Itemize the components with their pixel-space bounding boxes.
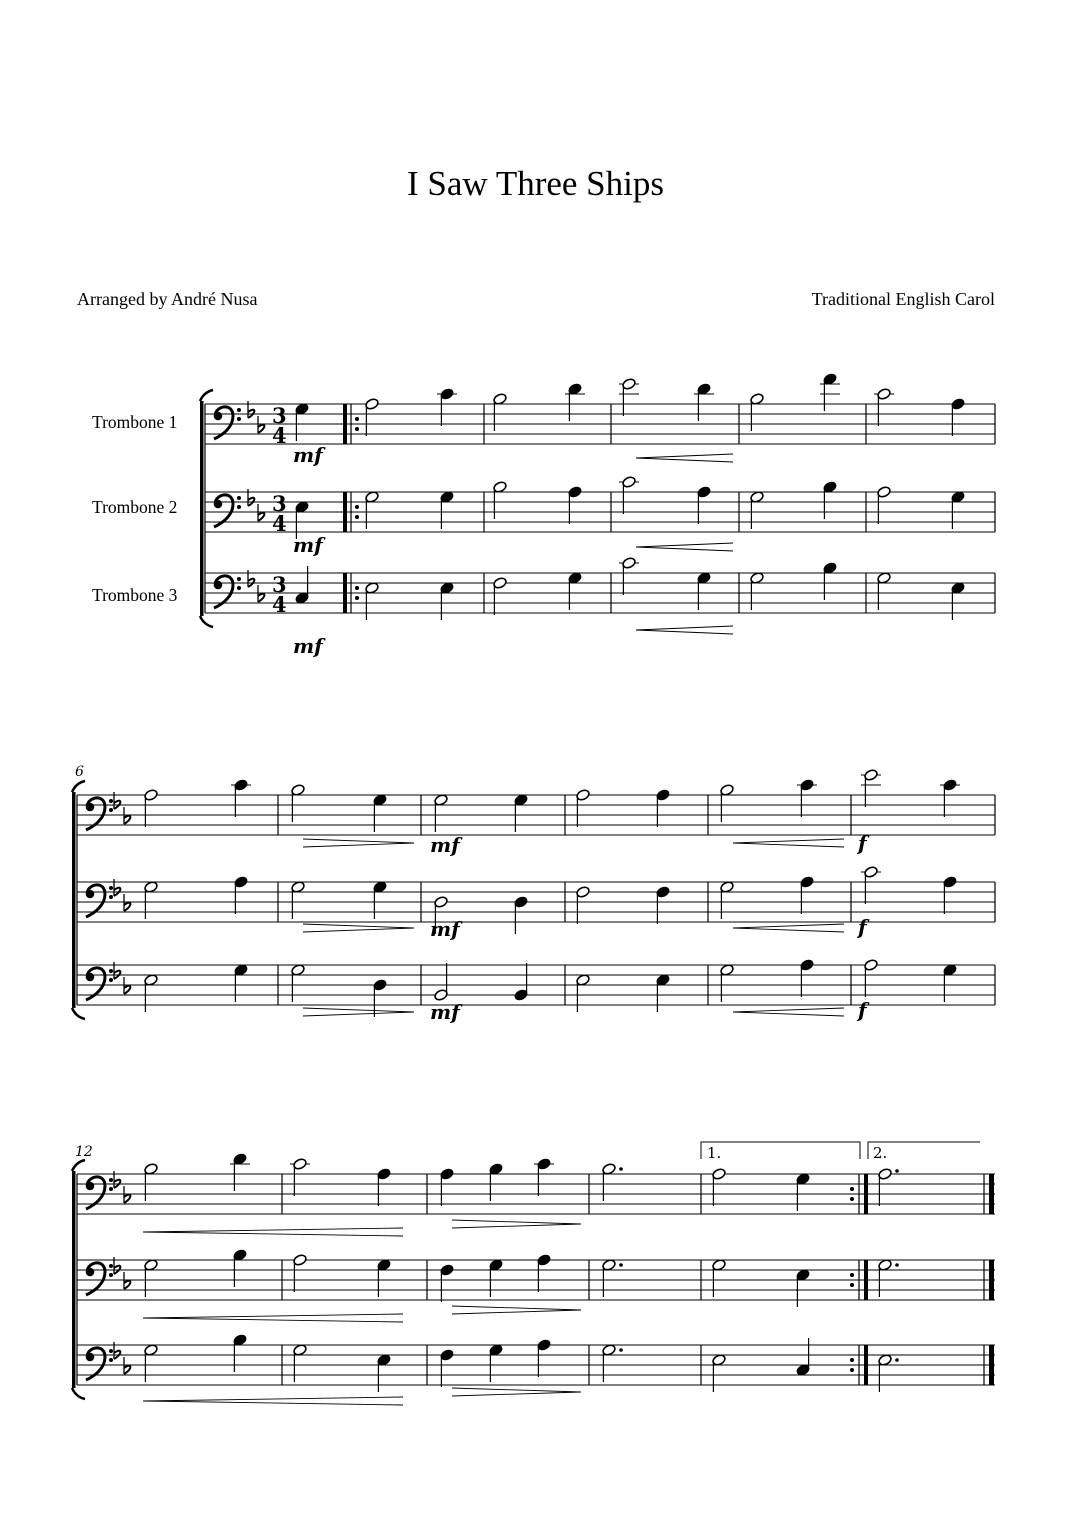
note [434, 793, 449, 832]
note [493, 480, 508, 519]
decrescendo-hairpin [303, 1012, 414, 1016]
note [377, 1353, 392, 1392]
decrescendo-hairpin [303, 839, 414, 843]
bracket-hook [200, 390, 213, 401]
note [293, 1343, 308, 1382]
decrescendo-hairpin [303, 924, 414, 928]
bass-clef-dot [109, 978, 113, 982]
repeat-dot [355, 515, 359, 519]
measure-number: 6 [75, 764, 84, 780]
note [144, 1343, 159, 1382]
crescendo-hairpin [143, 1401, 403, 1405]
bass-clef-head [214, 581, 223, 590]
system-bracket [72, 1171, 76, 1388]
system-bracket [200, 401, 204, 616]
bass-clef-dot [109, 1178, 113, 1182]
crescendo-hairpin [636, 454, 733, 458]
repeat-dot [850, 1368, 854, 1372]
note [534, 1157, 554, 1196]
thick-barline [343, 573, 347, 613]
decrescendo-hairpin [452, 1306, 581, 1310]
note [295, 566, 310, 605]
bass-clef-dot [109, 1358, 113, 1362]
crescendo-hairpin [636, 630, 733, 634]
flat-bowl [258, 425, 264, 433]
dynamic-mf: mf [293, 634, 323, 658]
dot [619, 1348, 623, 1352]
note [568, 485, 583, 524]
time-signature-bottom: 4 [272, 423, 287, 448]
flat-bowl [124, 1195, 130, 1203]
flat-bowl [258, 594, 264, 602]
decrescendo-hairpin [303, 843, 414, 847]
note [878, 1167, 899, 1206]
note [365, 581, 380, 620]
note [489, 1162, 504, 1201]
note [373, 793, 388, 832]
note [373, 880, 388, 919]
note [861, 768, 881, 807]
crescendo-hairpin [733, 843, 844, 847]
note [796, 1172, 811, 1211]
volta-bracket-1 [701, 1142, 860, 1159]
dynamic-f: f [858, 998, 867, 1022]
final-barline [989, 1174, 994, 1214]
note [943, 875, 958, 914]
dot [895, 1358, 899, 1362]
note [697, 485, 712, 524]
note [619, 475, 639, 514]
note [619, 556, 639, 595]
note [951, 397, 966, 436]
repeat-dot [850, 1358, 854, 1362]
note [576, 885, 591, 924]
note [576, 973, 591, 1012]
note [291, 880, 306, 919]
bass-clef-dot [109, 969, 113, 973]
system-bracket [72, 792, 76, 1008]
dynamic-f: f [858, 831, 867, 855]
final-barline [989, 1260, 994, 1300]
note [800, 958, 815, 997]
decrescendo-hairpin [452, 1224, 581, 1228]
dynamic-mf: mf [430, 917, 460, 941]
bass-clef-dot [109, 1349, 113, 1353]
bass-clef-dot [109, 886, 113, 890]
crescendo-hairpin [143, 1314, 403, 1318]
instrument-label-trombone-3: Trombone 3 [92, 585, 178, 605]
bass-clef-dot [237, 496, 241, 500]
note [823, 480, 838, 519]
note [712, 1258, 727, 1297]
note [565, 382, 585, 421]
note [878, 1258, 899, 1297]
note [290, 1157, 310, 1196]
crescendo-hairpin [636, 547, 733, 551]
bass-clef-head [86, 890, 95, 899]
note [720, 783, 735, 822]
note [144, 1258, 159, 1297]
note [877, 485, 892, 524]
ending-label-1: 1. [707, 1144, 722, 1162]
note [537, 1338, 552, 1377]
bass-clef-dot [109, 1264, 113, 1268]
thick-barline [864, 1174, 868, 1214]
decrescendo-hairpin [303, 928, 414, 932]
note [144, 788, 159, 827]
decrescendo-hairpin [303, 1008, 414, 1012]
crescendo-hairpin [143, 1318, 403, 1322]
note [293, 1253, 308, 1292]
note [144, 1162, 159, 1201]
note [365, 490, 380, 529]
flat-bowl [258, 513, 264, 521]
note [295, 402, 310, 441]
flat-bowl [124, 903, 130, 911]
note [602, 1162, 623, 1201]
instrument-label-trombone-1: Trombone 1 [92, 412, 178, 432]
note [576, 788, 591, 827]
arranger-credit: Arranged by André Nusa [77, 289, 258, 309]
note [877, 571, 892, 610]
note [489, 1343, 504, 1382]
bracket-hook [72, 1388, 85, 1399]
note [493, 392, 508, 431]
ending-label-2: 2. [873, 1144, 888, 1162]
note [750, 392, 765, 431]
note [291, 783, 306, 822]
note [694, 382, 714, 421]
dynamic-mf: mf [293, 443, 323, 467]
note [750, 571, 765, 610]
note [291, 963, 306, 1002]
dot [619, 1167, 623, 1171]
thick-barline [343, 492, 347, 532]
composer-credit: Traditional English Carol [811, 289, 995, 309]
bass-clef-dot [237, 408, 241, 412]
repeat-dot [850, 1273, 854, 1277]
note [233, 1248, 248, 1287]
note [440, 1348, 455, 1387]
dot [895, 1169, 899, 1173]
note [823, 561, 838, 600]
repeat-dot [355, 427, 359, 431]
bass-clef-dot [109, 895, 113, 899]
note [800, 875, 815, 914]
page-title: I Saw Three Ships [407, 164, 664, 203]
repeat-dot [355, 417, 359, 421]
note [656, 788, 671, 827]
bass-clef-head [86, 1268, 95, 1277]
thick-barline [864, 1345, 868, 1385]
note [514, 963, 529, 1002]
note [720, 880, 735, 919]
bass-clef-dot [109, 1187, 113, 1191]
repeat-dot [355, 586, 359, 590]
bass-clef-head [214, 412, 223, 421]
note [796, 1338, 811, 1377]
bass-clef-head [86, 1182, 95, 1191]
bass-clef-head [86, 803, 95, 812]
thick-barline [343, 404, 347, 444]
note [864, 958, 879, 997]
note [377, 1167, 392, 1206]
crescendo-hairpin [636, 458, 733, 462]
time-signature-top: 3 [272, 491, 287, 516]
repeat-dot [850, 1283, 854, 1287]
crescendo-hairpin [143, 1232, 403, 1236]
note [440, 581, 455, 620]
final-barline [989, 1345, 994, 1385]
time-signature-top: 3 [272, 403, 287, 428]
decrescendo-hairpin [452, 1392, 581, 1396]
note [514, 895, 529, 934]
bracket-hook [200, 616, 213, 627]
bass-clef-head [86, 973, 95, 982]
note [619, 377, 639, 416]
dot [895, 1263, 899, 1267]
bass-clef-head [214, 500, 223, 509]
note [144, 973, 159, 1012]
note [861, 865, 881, 904]
time-signature-bottom: 4 [272, 511, 287, 536]
bass-clef-dot [109, 1273, 113, 1277]
note [943, 963, 958, 1002]
note [750, 490, 765, 529]
note [537, 1253, 552, 1292]
time-signature-bottom: 4 [272, 592, 287, 617]
thick-barline [864, 1260, 868, 1300]
note [878, 1353, 899, 1392]
bracket-hook [72, 1008, 85, 1019]
note [440, 490, 455, 529]
bass-clef-head [86, 1353, 95, 1362]
note [377, 1258, 392, 1297]
note [602, 1258, 623, 1297]
bass-clef-dot [109, 808, 113, 812]
flat-bowl [124, 816, 130, 824]
note [493, 576, 508, 615]
repeat-dot [850, 1197, 854, 1201]
note [951, 581, 966, 620]
note [820, 372, 840, 411]
crescendo-hairpin [733, 1012, 844, 1016]
crescendo-hairpin [733, 924, 844, 928]
note [514, 793, 529, 832]
note [720, 963, 735, 1002]
bass-clef-dot [237, 577, 241, 581]
dynamic-mf: mf [293, 533, 323, 557]
dynamic-f: f [858, 915, 867, 939]
decrescendo-hairpin [452, 1388, 581, 1392]
note [437, 387, 457, 426]
note [797, 778, 817, 817]
crescendo-hairpin [733, 1008, 844, 1012]
bass-clef-dot [237, 586, 241, 590]
note [233, 1333, 248, 1372]
note [234, 963, 249, 1002]
note [144, 880, 159, 919]
flat-bowl [124, 986, 130, 994]
flat-bowl [124, 1281, 130, 1289]
repeat-dot [850, 1187, 854, 1191]
crescendo-hairpin [636, 626, 733, 630]
flat-bowl [124, 1366, 130, 1374]
dynamic-mf: mf [430, 833, 460, 857]
note [365, 397, 380, 436]
instrument-label-trombone-2: Trombone 2 [92, 497, 178, 517]
note [656, 973, 671, 1012]
crescendo-hairpin [636, 543, 733, 547]
decrescendo-hairpin [452, 1220, 581, 1224]
bass-clef-dot [237, 417, 241, 421]
crescendo-hairpin [143, 1397, 403, 1401]
note [874, 387, 894, 426]
crescendo-hairpin [733, 928, 844, 932]
note [940, 778, 960, 817]
dot [619, 1263, 623, 1267]
bass-clef-dot [109, 799, 113, 803]
note [234, 875, 249, 914]
note [434, 963, 449, 1002]
repeat-dot [355, 505, 359, 509]
note [230, 1152, 250, 1191]
bracket-hook [72, 781, 85, 792]
note [712, 1167, 727, 1206]
note [568, 571, 583, 610]
note [697, 571, 712, 610]
note [712, 1353, 727, 1392]
note [440, 1167, 455, 1206]
crescendo-hairpin [733, 839, 844, 843]
note [489, 1258, 504, 1297]
crescendo-hairpin [143, 1228, 403, 1232]
note [440, 1263, 455, 1302]
note [602, 1343, 623, 1382]
repeat-dot [355, 596, 359, 600]
time-signature-top: 3 [272, 572, 287, 597]
dynamic-mf: mf [430, 1000, 460, 1024]
decrescendo-hairpin [452, 1310, 581, 1314]
measure-number: 12 [75, 1144, 93, 1160]
note [656, 885, 671, 924]
bracket-hook [72, 1160, 85, 1171]
note [951, 490, 966, 529]
bass-clef-dot [237, 505, 241, 509]
note [796, 1268, 811, 1307]
note [231, 778, 251, 817]
